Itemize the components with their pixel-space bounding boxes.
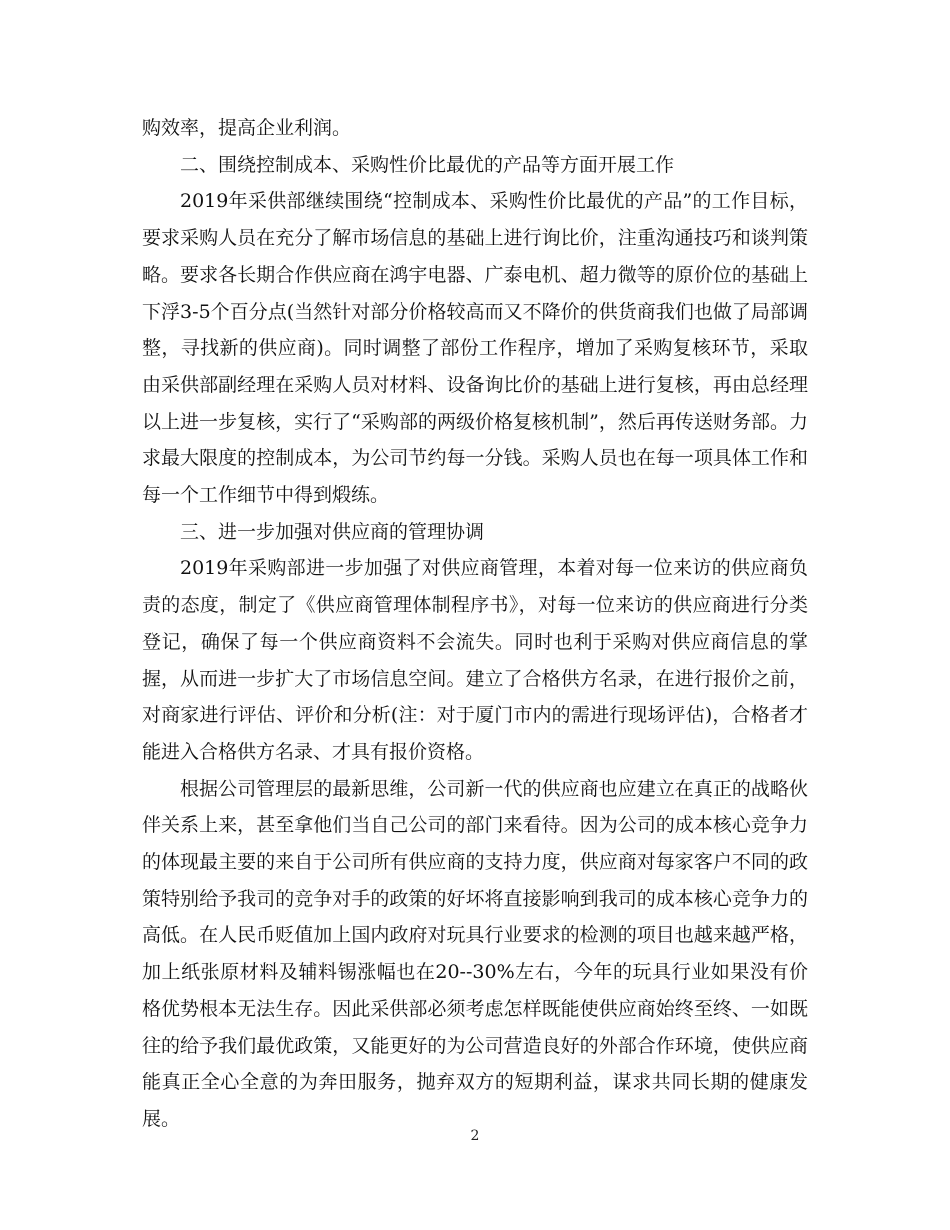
- document-body: [142, 110, 808, 1138]
- paragraph-5: 2019年采购部进一步加强了对供应商管理，本着对每一位来访的供应商负责的态度，制定了《供应商管理体制程序书》，对每一位来访的供应商进行分类登记，确保了每一个供应商资料不会流失。同时也利于采购对供应商信息的掌握，从而进一步扩大了市场信息空间。建立了合格供方名录，在进行报价之前，对商家进行评估、评价和分析(注：对于厦门市内的需进行现场评估)，合格者才能进入合格供方名录、才具有报价资格。: [142, 557, 808, 763]
- page-number: 2: [470, 1128, 480, 1144]
- paragraph-6: 根据公司管理层的最新思维，公司新一代的供应商也应建立在真正的战略伙伴关系上来，甚至拿他们当自己公司的部门来看待。因为公司的成本核心竞争力的体现最主要的来自于公司所有供应商的支持力度，供应商对每家客户不同的政策特别给予我司的竞争对手的政策的好坏将直接影响到我司的成本核心竞争力的高低。在人民币贬值加上国内政府对玩具行业要求的检测的项目也越来越严格，加上纸张原材料及辅料锡涨幅也在20--30%左右，今年的玩具行业如果没有价格优势根本无法生存。因此采供部必须考虑怎样既能使供应商始终至终、一如既往的给予我们最优政策，又能更好的为公司营造良好的外部合作环境，使供应商能真正全心全意的为奔田服务，抛弃双方的短期利益，谋求共同长期的健康发展。: [142, 777, 808, 1130]
- section-heading-3: 三、进一步加强对供应商的管理协调: [180, 520, 485, 543]
- paragraph-1: 购效率，提高企业利润。: [142, 117, 352, 139]
- paragraph-3: 2019年采供部继续围绕“控制成本、采购性价比最优的产品”的工作目标，要求采购人员在充分了解市场信息的基础上进行询比价，注重沟通技巧和谈判策略。要求各长期合作供应商在鸿宇电器、广泰电机、超力微等的原价位的基础上下浮3-5个百分点(当然针对部分价格较高而又不降价的供货商我们也做了局部调整，寻找新的供应商)。同时调整了部份工作程序，增加了采购复核环节，采取由采供部副经理在采购人员对材料、设备询比价的基础上进行复核，再由总经理以上进一步复核，实行了“采购部的两级价格复核机制”，然后再传送财务部。力求最大限度的控制成本，为公司节约每一分钱。采购人员也在每一项具体工作和每一个工作细节中得到煅练。: [142, 190, 808, 507]
- section-heading-2: 二、围绕控制成本、采购性价比最优的产品等方面开展工作: [180, 153, 675, 176]
